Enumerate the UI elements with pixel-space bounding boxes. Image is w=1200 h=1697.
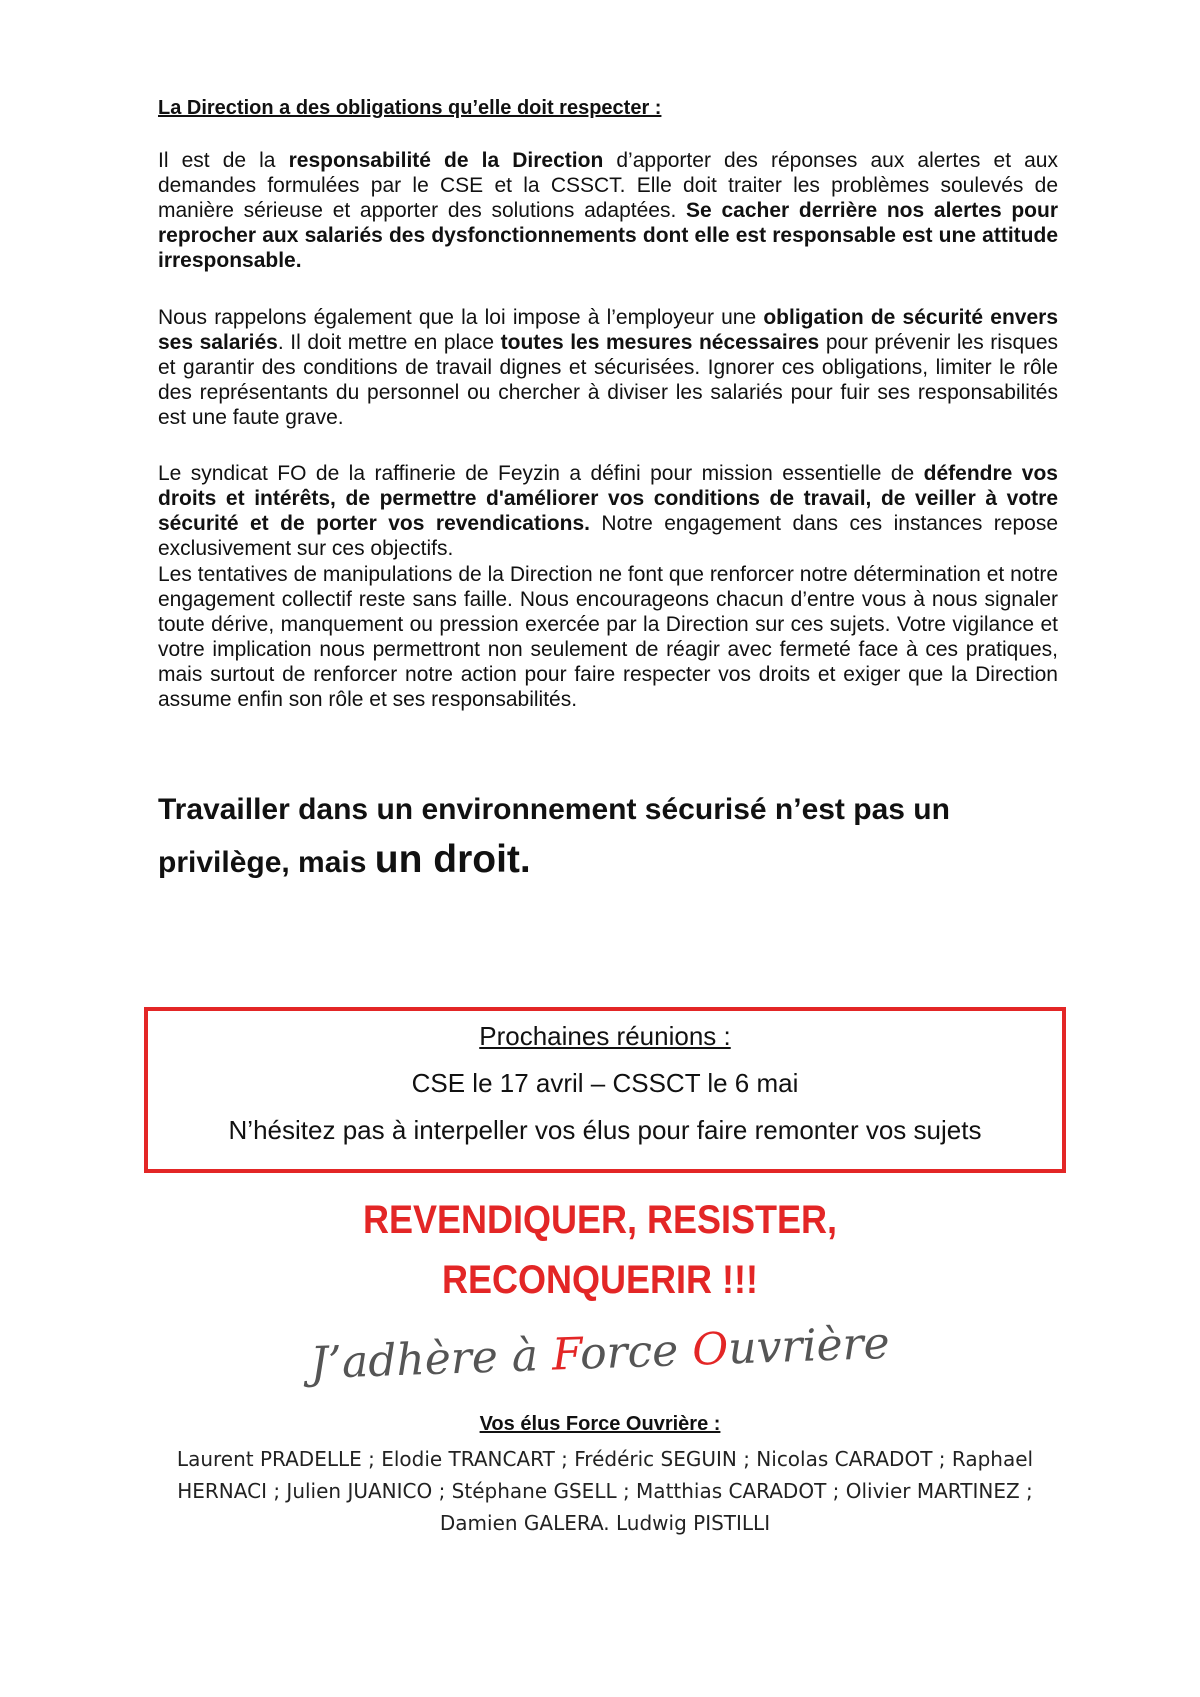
elus-title: Vos élus Force Ouvrière : [479, 1413, 721, 1435]
paragraph-responsibility: Il est de la responsabilité de la Direction d’apporter des réponses aux alertes et aux demandes formulées par le CSE et la CSSCT. Elle doit traiter les problèmes soulevés de manière sérieuse et apporter des solutions adaptées. Se cacher derrière nos alertes pour reprocher aux salariés des dysfonctionnements dont elle est responsable est une attitude irresponsable. [158, 149, 1058, 272]
slogan: Travailler dans un environnement sécurisé n’est pas un privilège, mais un droit. [158, 793, 950, 881]
elus-list: Laurent PRADELLE ; Elodie TRANCART ; Frédéric SEGUIN ; Nicolas CARADOT ; Raphael HERNACI ; Julien JUANICO ; Stéphane GSELL ; Matthias CARADOT ; Olivier MARTINEZ ; Damien GALERA. Ludwig PISTILLI [176, 1447, 1034, 1535]
rally-line-2: RECONQUERIR !!! [442, 1258, 758, 1302]
paragraph-manipulations: Les tentatives de manipulations de la Direction ne font que renforcer notre détermination et notre engagement collectif reste sans faille. Nous encourageons chacun d’entre vous à nous signaler toute dérive, manquement ou pression exercée par la Direction sur ces sujets. Votre vigilance et votre implication nous permettront non seulement de réagir avec fermeté face à ces pratiques, mais surtout de renforcer notre action pour faire respecter vos droits et exiger que la Direction assume enfin son rôle et ses responsabilités. [158, 563, 1058, 711]
meetings-box [144, 1007, 1066, 1173]
paragraph-security-obligation: Nous rappelons également que la loi impose à l’employeur une obligation de sécurité envers ses salariés. Il doit mettre en place toutes les mesures nécessaires pour prévenir les risques et garantir des conditions de travail dignes et sécurisées. Ignorer ces obligations, limiter le rôle des représentants du personnel ou chercher à diviser les salariés pour fuir ses responsabilités est une faute grave. [158, 306, 1059, 429]
meetings-dates: CSE le 17 avril – CSSCT le 6 mai [411, 1068, 799, 1098]
rally-line-1: REVENDIQUER, RESISTER, [362, 1198, 838, 1242]
adhere-tagline: J’adhère à Force Ouvrière [309, 1317, 891, 1390]
section-heading: La Direction a des obligations qu’elle doit respecter : [158, 97, 662, 119]
meetings-note: N’hésitez pas à interpeller vos élus pour faire remonter vos sujets [228, 1115, 982, 1145]
meetings-title: Prochaines réunions : [479, 1021, 731, 1051]
paragraph-fo-mission: Le syndicat FO de la raffinerie de Feyzin a défini pour mission essentielle de défendre vos droits et intérêts, de permettre d'améliorer vos conditions de travail, de veiller à votre sécurité et de porter vos revendications. Notre engagement dans ces instances repose exclusivement sur ces objectifs. [158, 462, 1059, 560]
